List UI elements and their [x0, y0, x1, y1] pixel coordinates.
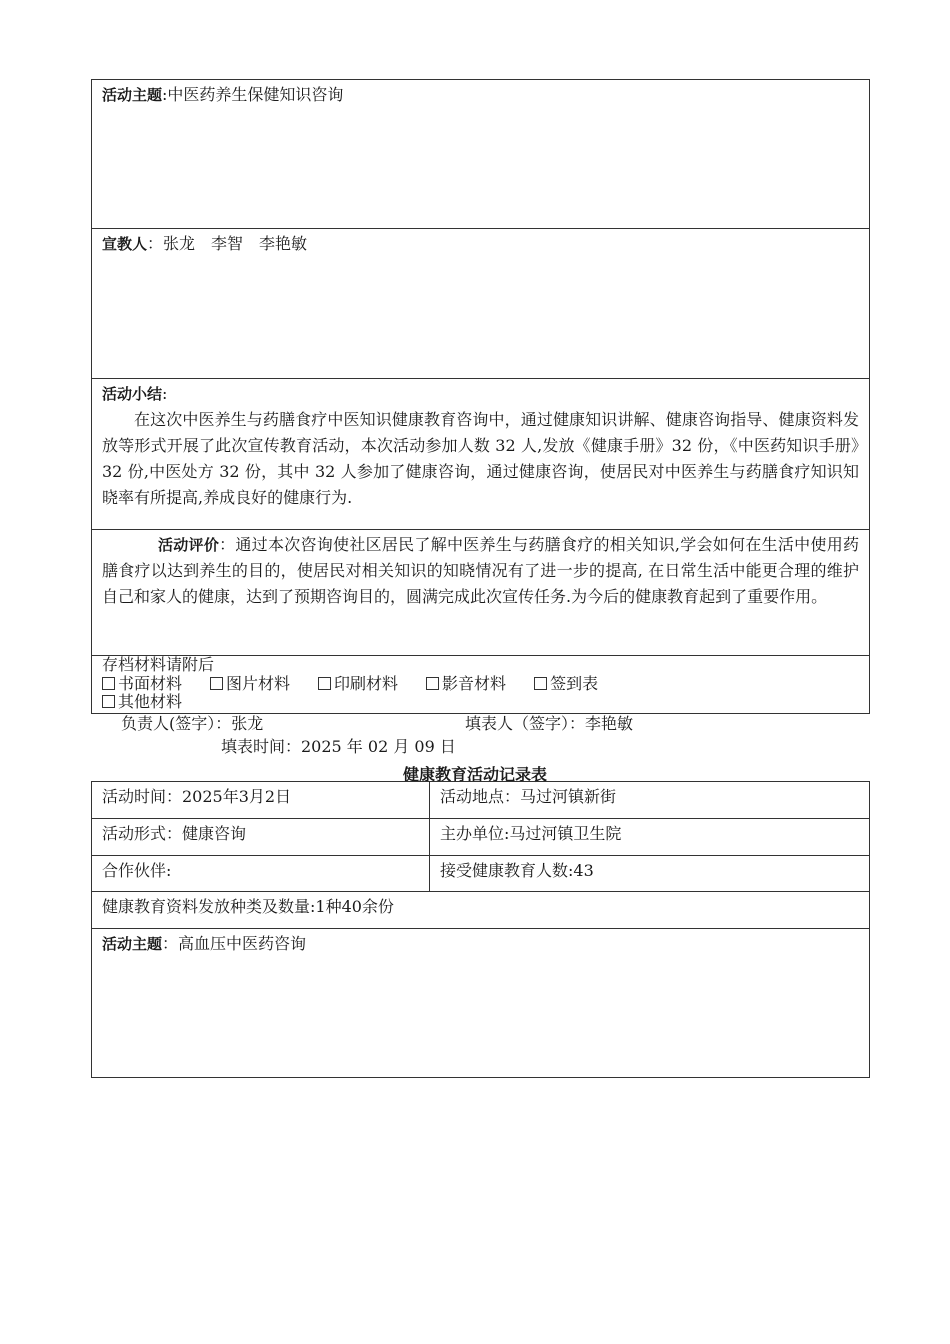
archive-heading: 存档材料请附后	[102, 655, 215, 674]
archive-option-audiovisual[interactable]: 影音材料	[426, 675, 506, 693]
evaluation-label: 活动评价	[158, 536, 220, 554]
summary-label: 活动小结	[102, 385, 163, 403]
checkbox-icon	[210, 677, 223, 690]
summary-colon: :	[162, 384, 168, 403]
archive-option-pictures[interactable]: 图片材料	[210, 675, 290, 693]
activity-time-cell: 活动时间：2025年3月2日	[91, 781, 430, 819]
topic-value: :中医药养生保健知识咨询	[162, 85, 344, 104]
archive-option-signin[interactable]: 签到表	[534, 675, 598, 693]
evaluation-cell	[91, 529, 870, 656]
checkbox-icon	[534, 677, 547, 690]
archive-option-other[interactable]: 其他材料	[102, 693, 859, 711]
participant-count-cell: 接受健康教育人数:43	[429, 855, 870, 892]
host-unit-cell: 主办单位:马过河镇卫生院	[429, 818, 870, 856]
educator-value: ：张龙 李智 李艳敏	[147, 234, 308, 253]
filler-signature: 填表人（签字）：李艳敏	[465, 714, 634, 733]
checkbox-icon	[102, 677, 115, 690]
evaluation-paragraph	[102, 532, 859, 610]
archive-option-printed[interactable]: 印刷材料	[318, 675, 398, 693]
checkbox-icon	[102, 695, 115, 708]
responsible-signature: 负责人(签字）：张龙	[121, 714, 264, 733]
topic-label: 活动主题	[102, 86, 163, 104]
partner-cell: 合作伙伴:	[91, 855, 430, 892]
topic2-label: 活动主题	[102, 935, 163, 953]
activity-form-cell: 活动形式：健康咨询	[91, 818, 430, 856]
topic-cell	[91, 79, 870, 229]
checkbox-icon	[426, 677, 439, 690]
checkbox-icon	[318, 677, 331, 690]
topic2-cell	[91, 928, 870, 1078]
materials-cell: 健康教育资料发放种类及数量:1种40余份	[91, 891, 870, 929]
archive-options	[102, 675, 859, 693]
topic2-value: ：高血压中医药咨询	[162, 934, 307, 953]
archive-option-written[interactable]: 书面材料	[102, 675, 182, 693]
educator-label: 宣教人	[102, 235, 148, 253]
archive-cell	[91, 655, 870, 714]
summary-text: 在这次中医养生与药膳食疗中医知识健康教育咨询中，通过健康知识讲解、健康咨询指导、健康资料发放等形式开展了此次宣传教育活动，本次活动参加人数 32 人,发放《健康手册》32 份，《中医药知识手册》32 份,中医处方 32 份，其中 32 人参加了健康咨询，通过健康咨询，使居民对中医养生与药膳食疗知识知晓率有所提高,养成良好的健康行为.	[102, 410, 859, 507]
form-title: 健康教育活动记录表	[402, 765, 547, 784]
evaluation-text: ：通过本次咨询使社区居民了解中医养生与药膳食疗的相关知识,学会如何在生活中使用药膳食疗以达到养生的目的，使居民对相关知识的知晓情况有了进一步的提高, 在日常生活中能更合理的维护自己和家人的健康，达到了预期咨询目的，圆满完成此次宣传任务.为今后的健康教育起到了重要作用。	[102, 535, 859, 606]
summary-cell	[91, 378, 870, 530]
fill-date: 填表时间：2025 年 02 月 09 日	[221, 737, 456, 756]
educator-cell	[91, 228, 870, 379]
activity-place-cell: 活动地点：马过河镇新街	[429, 781, 870, 819]
